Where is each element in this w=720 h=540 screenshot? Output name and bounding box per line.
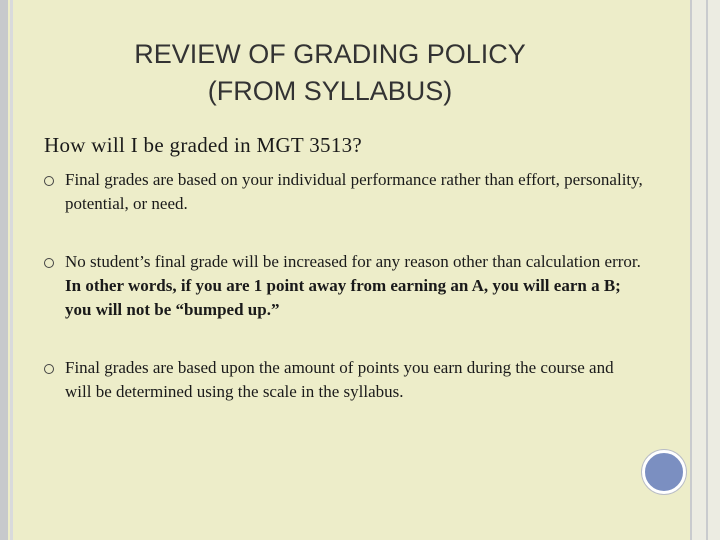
left-border-line xyxy=(10,0,13,540)
bullet-text: Final grades are based upon the amount of points you earn during the course and will be determined using the scale in the syllabus. xyxy=(65,358,614,401)
bullet-text: No student’s final grade will be increased for any reason other than calculation error. xyxy=(65,252,641,271)
bullet-text-bold: In other words, if you are 1 point away from earning an A, you will earn a B; you will not be “bumped up.” xyxy=(65,276,621,319)
slide-heading: How will I be graded in MGT 3513? xyxy=(44,133,363,157)
slide-title xyxy=(60,36,600,110)
decorative-circle xyxy=(642,450,686,494)
right-border-line xyxy=(690,0,692,540)
circle-bullet-icon xyxy=(44,258,54,268)
bullet-item xyxy=(44,168,644,216)
bullet-item xyxy=(44,356,644,404)
left-border-band xyxy=(0,0,8,540)
right-border-line xyxy=(706,0,708,540)
bullet-list xyxy=(44,168,644,404)
right-border-band xyxy=(690,0,720,540)
title-line-1: REVIEW OF GRADING POLICY xyxy=(134,39,526,69)
circle-bullet-icon xyxy=(44,364,54,374)
title-line-2: (FROM SYLLABUS) xyxy=(207,76,453,106)
bullet-text: Final grades are based on your individual performance rather than effort, personality, potential, or need. xyxy=(65,170,643,213)
circle-bullet-icon xyxy=(44,176,54,186)
bullet-item xyxy=(44,250,644,322)
